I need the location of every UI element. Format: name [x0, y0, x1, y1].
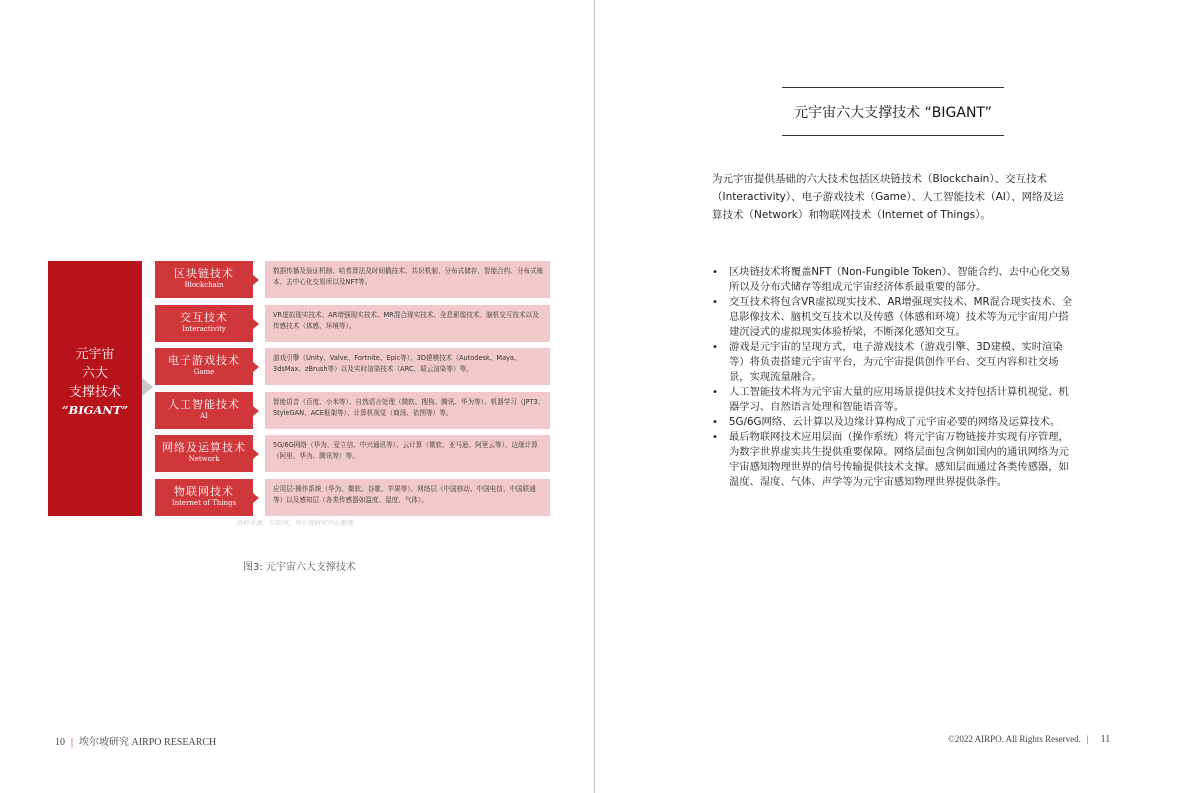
- tech-label-cn: 网络及运算技术: [162, 441, 246, 454]
- title-rule-bottom: [782, 135, 1004, 136]
- intro-paragraph: 为元宇宙提供基础的六大技术包括区块链技术（Blockchain）、交互技术（Interactivity）、电子游戏技术（Game）、人工智能技术（AI）、网络及运算技术（Network）和物联网技术（Internet of Things）。: [712, 173, 1064, 221]
- title-rule-top: [782, 87, 1004, 88]
- right-footer: [948, 734, 1110, 745]
- tech-label-en: Internet of Things: [171, 499, 237, 507]
- footer-separator: |: [71, 737, 74, 748]
- list-item: • 游戏是元宇宙的呈现方式，电子游戏技术（游戏引擎、3D建模、实时渲染等）将负责搭建元宇宙平台，为元宇宙提供创作平台、交互内容和社交场景，实现流量融合。: [712, 340, 1074, 385]
- tech-row-interactivity: [155, 305, 550, 342]
- footer-separator: |: [1086, 734, 1089, 744]
- page-number: 11: [1100, 734, 1111, 745]
- footer-org: 埃尔坡研究 AIRPO RESEARCH: [79, 737, 217, 748]
- bigant-main-block: [48, 261, 142, 516]
- tech-description: 数据传播及验证机制、哈希算法及时间戳技术、共识机制、分布式储存、智能合约、分布式账本、去中心化交易所以及NFT等。: [265, 261, 550, 298]
- tech-label: [155, 261, 253, 298]
- connector-arrow-icon: [253, 493, 259, 503]
- tech-label-cn: 区块链技术: [174, 267, 234, 280]
- bullet-list: [712, 265, 1074, 490]
- tech-description: VR虚拟现实技术、AR增强现实技术、MR混合现实技术、全息影像技术、脑机交互技术以及传感技术（体感、环境等）。: [265, 305, 550, 342]
- tech-label-cn: 物联网技术: [174, 485, 234, 498]
- footer-copyright: ©2022 AIRPO. All Rights Reserved.: [948, 734, 1081, 744]
- page-divider: [594, 0, 595, 793]
- tech-label-en: AI: [200, 412, 208, 420]
- section-title: 元宇宙六大支撑技术 “BIGANT”: [794, 105, 992, 121]
- tech-description: 应用层-操作系统（华为、微软、谷歌、苹果等）、网络层（中国移动、中国电信、中国联通等）以及感知层（各类传感器如温度、湿度、气体）。: [265, 479, 550, 516]
- tech-description: 游戏引擎（Unity、Valve、Fortnite、Epic等）、3D建模技术（Autodesk、Maya、3dsMax、zBrush等）以及实时渲染技术（ARC、瑞云渲染等）等。: [265, 348, 550, 385]
- list-item: • 最后物联网技术应用层面（操作系统）将元宇宙万物链接并实现有序管理，为数字世界虚实共生提供重要保障。网络层面包含例如国内的通讯网络为元宇宙感知物理世界的信号传输提供技术支撑。感知层面通过各类传感器，如温度、湿度、气体、声学等为元宇宙感知物理世界提供条件。: [712, 430, 1074, 490]
- tech-label-cn: 交互技术: [180, 311, 228, 324]
- tech-label-cn: 电子游戏技术: [168, 354, 240, 367]
- tech-label: [155, 348, 253, 385]
- connector-arrow-icon: [253, 406, 259, 416]
- connector-arrow-icon: [253, 449, 259, 459]
- tech-label: [155, 305, 253, 342]
- main-arrow-icon: [142, 378, 153, 396]
- tech-row-blockchain: [155, 261, 550, 298]
- bigant-main-label: 元宇宙 六大 支撑技术: [68, 347, 121, 400]
- tech-row-iot: [155, 479, 550, 516]
- connector-arrow-icon: [253, 362, 259, 372]
- tech-label-en: Blockchain: [184, 281, 224, 289]
- page-number: 10: [55, 737, 65, 748]
- tech-label: [155, 435, 253, 472]
- list-item: • 5G/6G网络、云计算以及边缘计算构成了元宇宙必要的网络及运算技术。: [712, 415, 1074, 430]
- tech-row-ai: [155, 392, 550, 429]
- tech-label-en: Interactivity: [182, 325, 226, 333]
- list-item: • 人工智能技术将为元宇宙大量的应用场景提供技术支持包括计算机视觉、机器学习、自然语言处理和智能语音等。: [712, 385, 1074, 415]
- tech-row-game: [155, 348, 550, 385]
- bigant-main-label-en: “BIGANT”: [61, 403, 129, 417]
- bigant-figure: [48, 260, 550, 530]
- connector-arrow-icon: [253, 275, 259, 285]
- left-footer: [55, 733, 216, 748]
- tech-description: 智能语音（百度、小米等）、自然语言处理（微软、搜狗、腾讯、华为等）、机器学习（JPT3、StyleGAN、ACE框架等）、计算机视觉（商汤、依图等）等。: [265, 392, 550, 429]
- tech-label-en: Network: [188, 455, 220, 463]
- tech-label-en: Game: [193, 368, 215, 376]
- tech-label: [155, 479, 253, 516]
- connector-arrow-icon: [253, 319, 259, 329]
- tech-description: 5G/6G网络（华为、爱立信、中兴通讯等）、云计算（微软、亚马逊、阿里云等）、边缘计算（阿里、华为、腾讯等）等。: [265, 435, 550, 472]
- list-item: • 区块链技术将覆盖NFT（Non-Fungible Token）、智能合约、去中心化交易所以及分布式储存等组成元宇宙经济体系最重要的部分。: [712, 265, 1074, 295]
- tech-label-cn: 人工智能技术: [168, 398, 240, 411]
- tech-label: [155, 392, 253, 429]
- figure-source: 资料来源：互联网、埃尔坡研究中心整理: [236, 519, 353, 527]
- list-item: • 交互技术将包含VR虚拟现实技术、AR增强现实技术、MR混合现实技术、全息影像技术、脑机交互技术以及传感（体感和环境）技术等为元宇宙用户搭建沉浸式的虚拟现实体验桥梁，不断深化感知交互。: [712, 295, 1074, 340]
- figure-caption: 图3: 元宇宙六大支撑技术: [243, 562, 356, 573]
- tech-row-network: [155, 435, 550, 472]
